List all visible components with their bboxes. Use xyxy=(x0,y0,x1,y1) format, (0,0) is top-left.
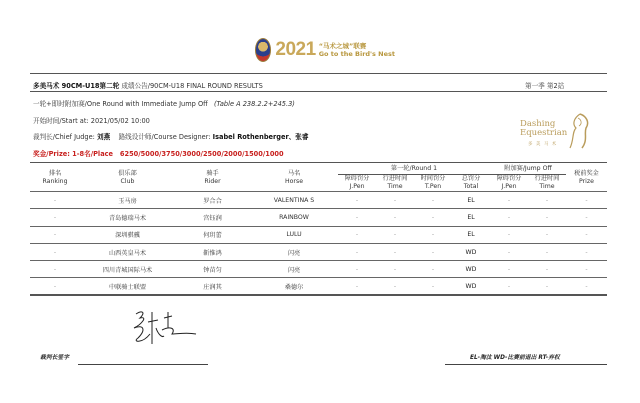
competition-format xyxy=(33,98,295,108)
start-time xyxy=(33,115,150,125)
cell-r1-jpen: - xyxy=(338,192,376,209)
cell-club: 山西英皇马术 xyxy=(80,243,175,260)
cell-jo-jpen: - xyxy=(490,209,528,226)
table-row xyxy=(30,209,607,226)
cell-r1-tpen: - xyxy=(414,261,452,278)
cell-r1-tpen: - xyxy=(414,226,452,243)
table-row xyxy=(30,278,607,295)
cell-horse: 闪亮 xyxy=(250,261,338,278)
table-row xyxy=(30,243,607,260)
cell-horse: LULU xyxy=(250,226,338,243)
cell-r1-jpen: - xyxy=(338,243,376,260)
cell-ranking: - xyxy=(30,226,80,243)
cell-jo-time: - xyxy=(528,261,566,278)
cell-jo-time: - xyxy=(528,209,566,226)
cell-ranking: - xyxy=(30,243,80,260)
table-row xyxy=(30,226,607,243)
logo-wordmark xyxy=(520,120,567,138)
cell-club: 中联骑士联盟 xyxy=(80,278,175,295)
cell-club: 四川青城国际马术 xyxy=(80,261,175,278)
col-jo-jpen-cn: 障碍罚分 xyxy=(496,175,522,182)
cell-r1-total: EL xyxy=(452,226,490,243)
col-prize-cn: 税前奖金 xyxy=(574,170,599,177)
designer-label: 路线设计师/Course Designer: xyxy=(118,133,211,141)
cell-r1-jpen: - xyxy=(338,226,376,243)
cell-r1-time: - xyxy=(376,192,414,209)
start-value: 2021/05/02 10:00 xyxy=(90,117,150,125)
cell-r1-jpen: - xyxy=(338,278,376,295)
col-horse-en: Horse xyxy=(284,178,303,185)
cell-jo-jpen: - xyxy=(490,243,528,260)
cell-ranking: - xyxy=(30,209,80,226)
col-horse xyxy=(250,163,338,192)
cell-rider: 庄润其 xyxy=(175,278,250,295)
cell-jo-time: - xyxy=(528,192,566,209)
col-rider-cn: 骑手 xyxy=(206,170,219,177)
cell-r1-tpen: - xyxy=(414,192,452,209)
cell-jo-jpen: - xyxy=(490,278,528,295)
col-rider xyxy=(175,163,250,192)
col-r1-total-cn: 总罚分 xyxy=(461,175,481,182)
logo-line2: Equestrian xyxy=(520,128,568,138)
col-ranking-cn: 排名 xyxy=(48,170,62,177)
cell-jo-time: - xyxy=(528,278,566,295)
cell-r1-tpen: - xyxy=(414,278,452,295)
col-group-round1: 第一轮/Round 1 xyxy=(338,163,490,175)
col-prize xyxy=(566,163,607,192)
cell-ranking: - xyxy=(30,192,80,209)
cell-r1-time: - xyxy=(376,243,414,260)
col-ranking xyxy=(30,163,80,192)
cell-prize: - xyxy=(566,278,607,295)
cell-jo-time: - xyxy=(528,243,566,260)
prize-values: 6250/5000/3750/3000/2500/2000/1500/1000 xyxy=(119,150,284,158)
col-club xyxy=(80,163,175,192)
results-title xyxy=(33,80,263,90)
cell-r1-total: WD xyxy=(452,243,490,260)
col-r1-total-en: Total xyxy=(463,183,479,190)
col-r1-total xyxy=(452,175,490,192)
banner-slogan-en: Go to the Bird's Nest xyxy=(318,50,395,58)
cell-prize: - xyxy=(566,243,607,260)
col-r1-time-en: Time xyxy=(387,183,403,190)
judge-signature xyxy=(128,308,198,348)
logo-line1: Dashing xyxy=(520,119,556,129)
banner-slogan-cn: “马术之城”联赛 xyxy=(318,42,367,50)
cell-r1-total: EL xyxy=(452,209,490,226)
cell-r1-time: - xyxy=(376,261,414,278)
prize-info xyxy=(33,148,284,158)
event-emblem-icon xyxy=(255,38,271,62)
col-rider-en: Rider xyxy=(204,178,221,185)
format-table: (Table A 238.2.2+245.3) xyxy=(213,100,295,108)
cell-r1-total: EL xyxy=(452,192,490,209)
officials xyxy=(33,131,309,141)
cell-club: 玉马房 xyxy=(80,192,175,209)
cell-prize: - xyxy=(566,261,607,278)
banner-slogan xyxy=(319,42,395,58)
designer-name: Isabel Rothenberger、张睿 xyxy=(212,133,309,141)
cell-rider: 靳惟鸿 xyxy=(175,243,250,260)
judge-label: 裁判长/Chief Judge: xyxy=(33,133,95,141)
col-r1-tpen xyxy=(414,175,452,192)
col-prize-en: Prize xyxy=(579,178,594,185)
horse-head-icon xyxy=(566,112,592,150)
cell-r1-total: WD xyxy=(452,261,490,278)
legend-rule xyxy=(445,364,607,365)
format-text: 一轮+即时附加赛/One Round with Immediate Jump Off xyxy=(33,100,208,108)
col-r1-jpen-en: J.Pen xyxy=(349,183,365,190)
results-subtitle: 成绩公告/90CM-U18 FINAL ROUND RESULTS xyxy=(119,82,263,90)
cell-r1-tpen: - xyxy=(414,209,452,226)
col-club-en: Club xyxy=(120,178,135,185)
cell-r1-jpen: - xyxy=(338,209,376,226)
cell-horse: RAINBOW xyxy=(250,209,338,226)
cell-r1-time: - xyxy=(376,209,414,226)
col-r1-jpen xyxy=(338,175,376,192)
col-r1-jpen-cn: 障碍罚分 xyxy=(344,175,370,182)
cell-jo-jpen: - xyxy=(490,261,528,278)
cell-ranking: - xyxy=(30,261,80,278)
event-name: 多美马术 90CM-U18第二轮 xyxy=(33,82,120,90)
cell-rider: 钟苗匀 xyxy=(175,261,250,278)
start-label: 开始时间/Start at: xyxy=(33,117,89,125)
cell-ranking: - xyxy=(30,278,80,295)
cell-horse: VALENTINA S xyxy=(250,192,338,209)
table-row xyxy=(30,261,607,278)
col-jo-time-en: Time xyxy=(539,183,555,190)
col-group-jumpoff: 附加赛/Jump Off xyxy=(490,163,566,175)
cell-rider: 宫钰润 xyxy=(175,209,250,226)
col-jo-time xyxy=(528,175,566,192)
cell-club: 青岛德瑞马术 xyxy=(80,209,175,226)
cell-prize: - xyxy=(566,209,607,226)
table-row xyxy=(30,192,607,209)
banner-year: 2021 xyxy=(275,39,316,60)
cell-r1-jpen: - xyxy=(338,261,376,278)
col-r1-tpen-cn: 时间罚分 xyxy=(420,175,446,182)
cell-jo-time: - xyxy=(528,226,566,243)
col-jo-jpen-en: J.Pen xyxy=(501,183,517,190)
cell-r1-time: - xyxy=(376,278,414,295)
cell-jo-jpen: - xyxy=(490,192,528,209)
top-rule xyxy=(30,73,607,74)
season-stage: 第一季 第2站 xyxy=(525,82,565,90)
cell-club: 深圳骐骥 xyxy=(80,226,175,243)
cell-prize: - xyxy=(566,192,607,209)
logo-cn: 多 美 马 术 xyxy=(528,142,558,147)
dashing-equestrian-logo xyxy=(518,108,598,154)
cell-r1-tpen: - xyxy=(414,243,452,260)
event-banner xyxy=(255,37,395,63)
results-table xyxy=(30,163,607,296)
cell-horse: 闪亮 xyxy=(250,243,338,260)
cell-jo-jpen: - xyxy=(490,226,528,243)
col-r1-time xyxy=(376,175,414,192)
cell-rider: 何玥蕾 xyxy=(175,226,250,243)
col-r1-time-cn: 行进时间 xyxy=(382,175,408,182)
col-horse-cn: 马名 xyxy=(287,170,301,177)
signature-line xyxy=(78,364,208,365)
cell-r1-time: - xyxy=(376,226,414,243)
col-jo-jpen xyxy=(490,175,528,192)
cell-rider: 罗合合 xyxy=(175,192,250,209)
cell-prize: - xyxy=(566,226,607,243)
cell-r1-total: WD xyxy=(452,278,490,295)
col-r1-tpen-en: T.Pen xyxy=(424,183,442,190)
signature-label: 裁判长签字 xyxy=(40,355,69,361)
prize-label: 奖金/Prize: 1-8名/Place xyxy=(33,150,114,158)
col-ranking-en: Ranking xyxy=(42,178,68,185)
judge-name: 刘燕 xyxy=(96,133,111,141)
cell-horse: 桑德尔 xyxy=(250,278,338,295)
status-legend: EL-淘汰 WD-比赛前退出 RT-弃权 xyxy=(470,355,560,361)
title-bottom-rule xyxy=(30,91,607,92)
col-club-cn: 俱乐部 xyxy=(118,170,137,177)
col-jo-time-cn: 行进时间 xyxy=(534,175,560,182)
